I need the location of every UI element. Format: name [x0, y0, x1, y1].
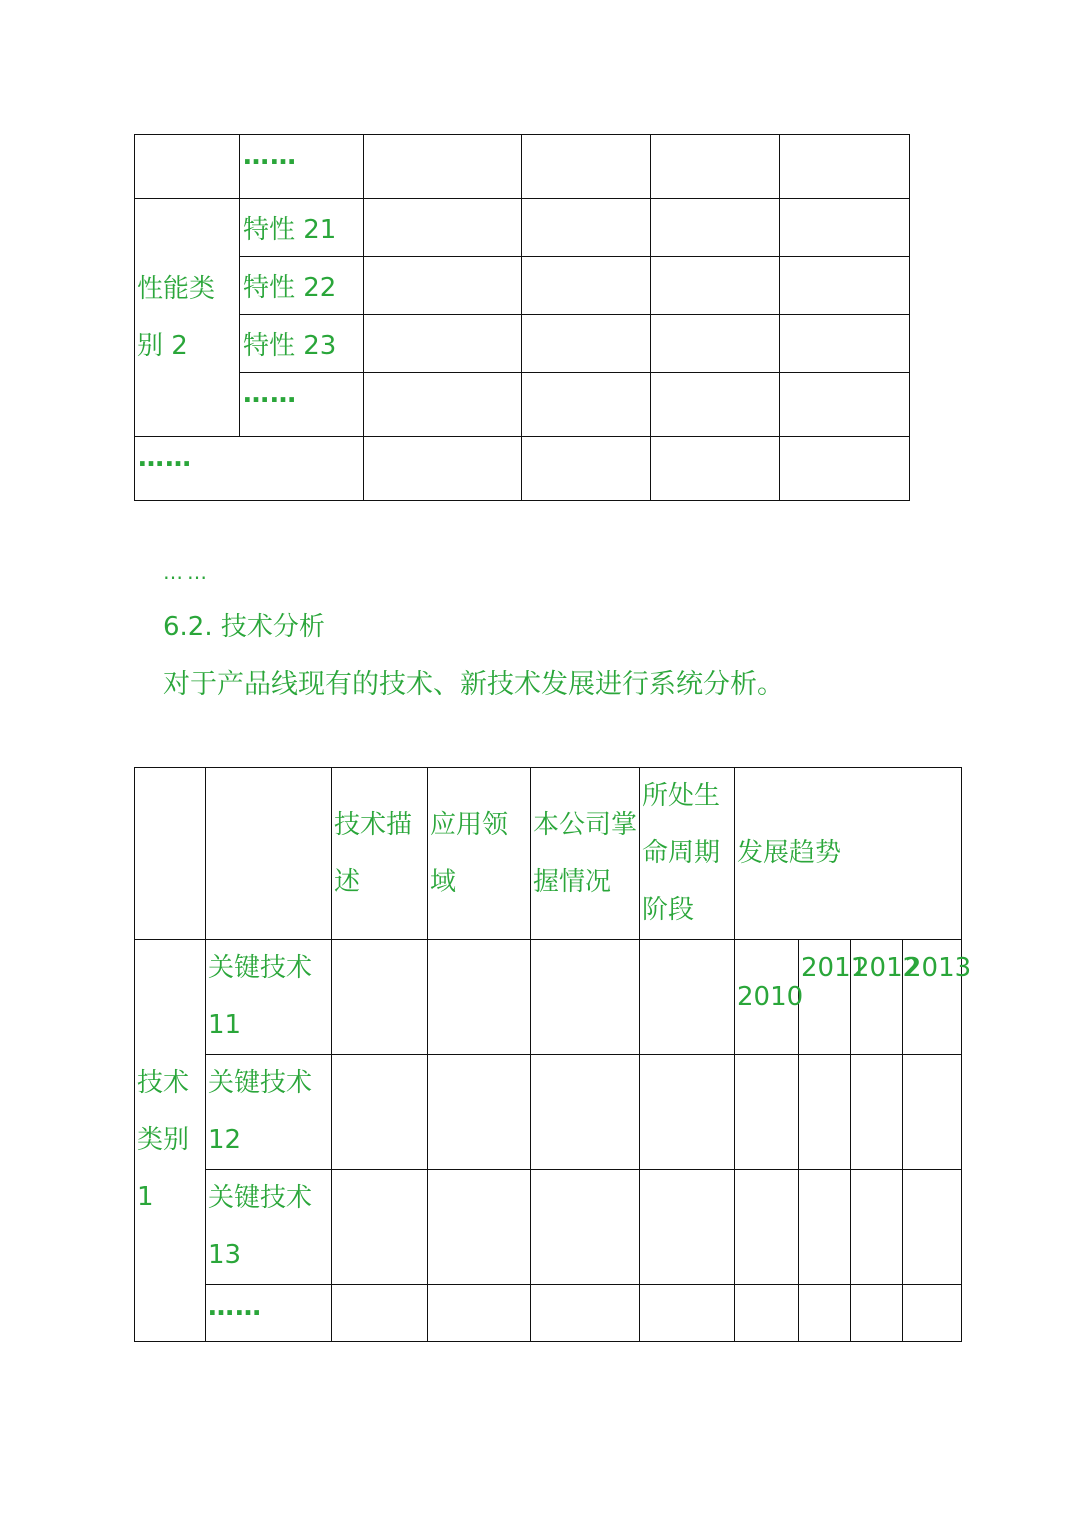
table-row — [135, 257, 910, 315]
key-tech-13: 关键技术13 — [206, 1170, 332, 1285]
feature-21: 特性 21 — [240, 199, 364, 257]
year-2011: 2011 — [799, 940, 851, 1055]
feature-23: 特性 23 — [240, 315, 364, 373]
feature-ellipsis: …… — [240, 135, 364, 199]
table-row — [135, 373, 910, 437]
section-heading: 6.2. 技术分析 — [163, 612, 325, 642]
technology-table — [134, 767, 972, 1342]
feature-ellipsis: …… — [240, 373, 364, 437]
table-row — [135, 1055, 962, 1170]
year-2013: 2013 — [903, 940, 962, 1055]
key-tech-ellipsis: …… — [206, 1285, 332, 1342]
section-description: 对于产品线现有的技术、新技术发展进行系统分析。 — [163, 669, 784, 700]
tech-category-1: 技术类别1 — [135, 940, 206, 1342]
table-header-row — [135, 768, 962, 940]
performance-category-2: 性能类别 2 — [135, 199, 240, 437]
header-lifecycle-stage: 所处生命周期阶段 — [640, 768, 735, 940]
header-application-field: 应用领域 — [428, 768, 531, 940]
performance-table — [134, 134, 910, 501]
ellipsis-line: …… — [163, 560, 211, 584]
year-2010: 2010 — [735, 940, 799, 1055]
empty-cell — [135, 135, 240, 199]
table-row — [135, 437, 910, 501]
table-row — [135, 940, 962, 1055]
header-company-mastery: 本公司掌握情况 — [531, 768, 640, 940]
table-row — [135, 1170, 962, 1285]
key-tech-11: 关键技术11 — [206, 940, 332, 1055]
year-2012: 2012 — [851, 940, 903, 1055]
header-tech-description: 技术描述 — [332, 768, 428, 940]
category-ellipsis: …… — [135, 437, 364, 501]
table-row — [135, 199, 910, 257]
table-row — [135, 315, 910, 373]
key-tech-12: 关键技术12 — [206, 1055, 332, 1170]
header-development-trend: 发展趋势 — [735, 768, 962, 940]
table-row — [135, 135, 910, 199]
feature-22: 特性 22 — [240, 257, 364, 315]
table-row — [135, 1285, 962, 1342]
